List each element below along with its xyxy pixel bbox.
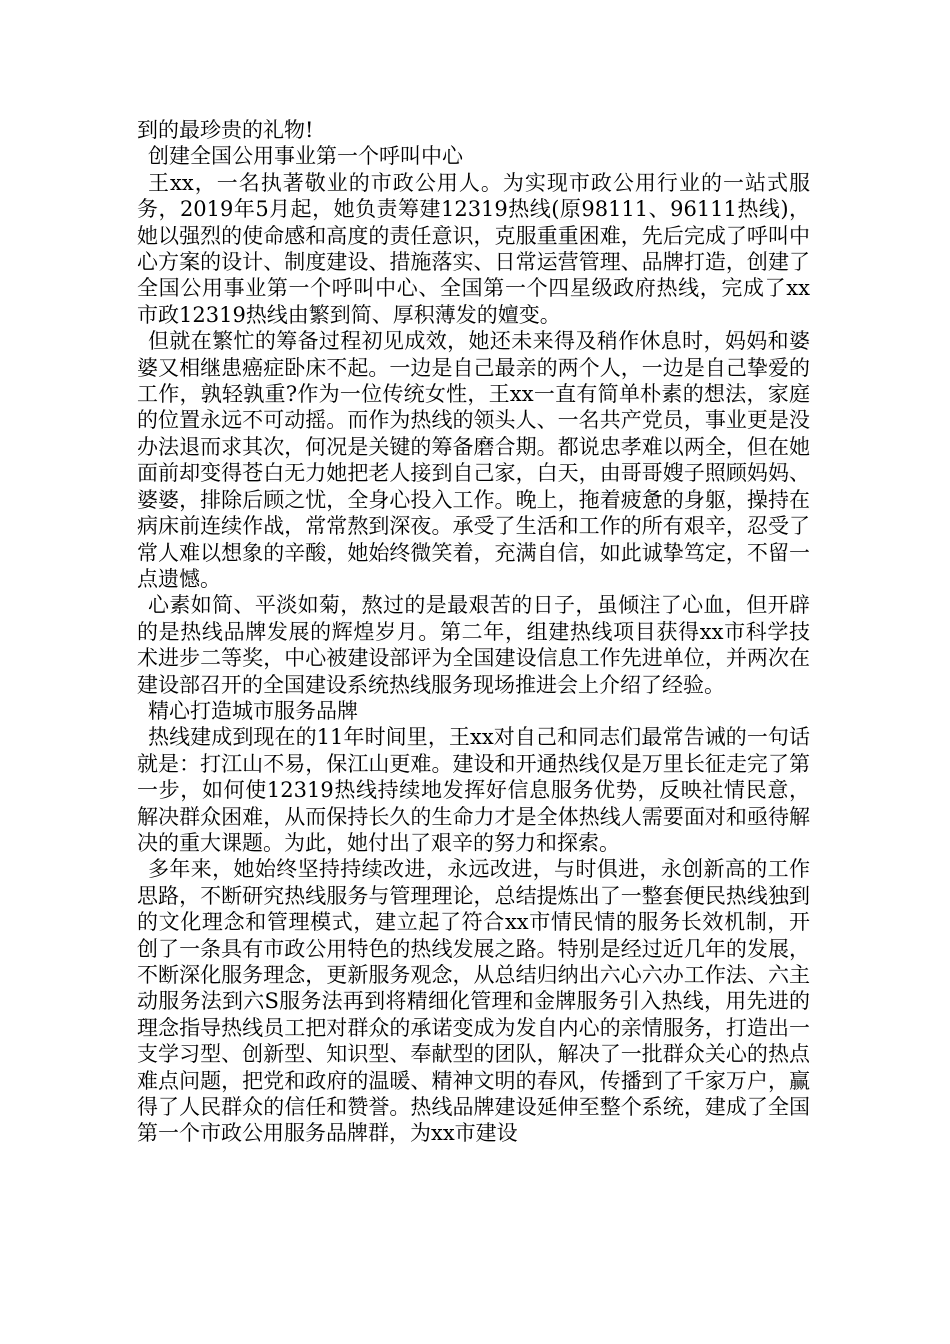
section-heading-call-center: 创建全国公用事业第一个呼叫中心 xyxy=(148,144,463,169)
section-heading-service-brand: 精心打造城市服务品牌 xyxy=(148,698,358,723)
paragraph-family-sacrifice: 但就在繁忙的筹备过程初见成效，她还未来得及稍作休息时，妈妈和婆婆又相继患癌症卧床不起。一边是自己最亲的两个人，一边是自己挚爱的工作，孰轻孰重?作为一位传统女性，王xx一直有简单朴素的想法，家庭的位置永远不可动摇。而作为热线的领头人、一名共产党员，事业更是没办法退而求其次，何况是关键的筹备磨合期。都说忠孝难以两全，但在她面前却变得苍白无力她把老人接到自己家，白天，由哥哥嫂子照顾妈妈、婆婆，排除后顾之忧，全身心投入工作。晚上，拖着疲惫的身躯，操持在病床前连续作战，常常熬到深夜。承受了生活和工作的所有艰辛，忍受了常人难以想象的辛酸，她始终微笑着，充满自信，如此诚挚笃定，不留一点遗憾。 xyxy=(137,329,810,591)
paragraph-call-center-founding: 王xx，一名执著敬业的市政公用人。为实现市政公用行业的一站式服务，2019年5月起，她负责筹建12319热线(原98111、96111热线)，她以强烈的使命感和高度的责任意识，克服重重困难，先后完成了呼叫中心方案的设计、制度建设、措施落实、日常运营管理、品牌打造，创建了全国公用事业第一个呼叫中心、全国第一个四星级政府热线，完成了xx市政12319热线由繁到简、厚积薄发的嬗变。 xyxy=(137,170,810,327)
paragraph-intro-tail: 到的最珍贵的礼物! xyxy=(137,118,314,142)
document-page xyxy=(137,117,810,1147)
paragraph-service-philosophy: 多年来，她始终坚持持续改进，永远改进，与时俱进，永创新高的工作思路，不断研究热线服务与管理理论，总结提炼出了一整套便民热线独到的文化理念和管理模式，建立起了符合xx市情民情的服务长效机制，开创了一条具有市政公用特色的热线发展之路。特别是经过近几年的发展，不断深化服务理念，更新服务观念，从总结归纳出六心六办工作法、六主动服务法到六S服务法再到将精细化管理和金牌服务引入热线，用先进的理念指导热线员工把对群众的承诺变成为发自内心的亲情服务，打造出一支学习型、创新型、知识型、奉献型的团队，解决了一批群众关心的热点难点问题，把党和政府的温暖、精神文明的春风，传播到了千家万户，赢得了人民群众的信任和赞誉。热线品牌建设延伸至整个系统，建成了全国第一个市政公用服务品牌群，为xx市建设 xyxy=(137,857,810,1146)
paragraph-achievements: 心素如简、平淡如菊，熬过的是最艰苦的日子，虽倾注了心血，但开辟的是热线品牌发展的辉煌岁月。第二年，组建热线项目获得xx市科学技术进步二等奖，中心被建设部评为全国建设信息工作先进单位，并两次在建设部召开的全国建设系统热线服务现场推进会上介绍了经验。 xyxy=(137,593,810,697)
paragraph-hotline-eleven-years: 热线建成到现在的11年时间里，王xx对自己和同志们最常告诫的一句话就是：打江山不易，保江山更难。建设和开通热线仅是万里长征走完了第一步，如何使12319热线持续地发挥好信息服务优势，反映社情民意，解决群众困难，从而保持长久的生命力才是全体热线人需要面对和亟待解决的重大课题。为此，她付出了艰辛的努力和探索。 xyxy=(137,725,810,855)
